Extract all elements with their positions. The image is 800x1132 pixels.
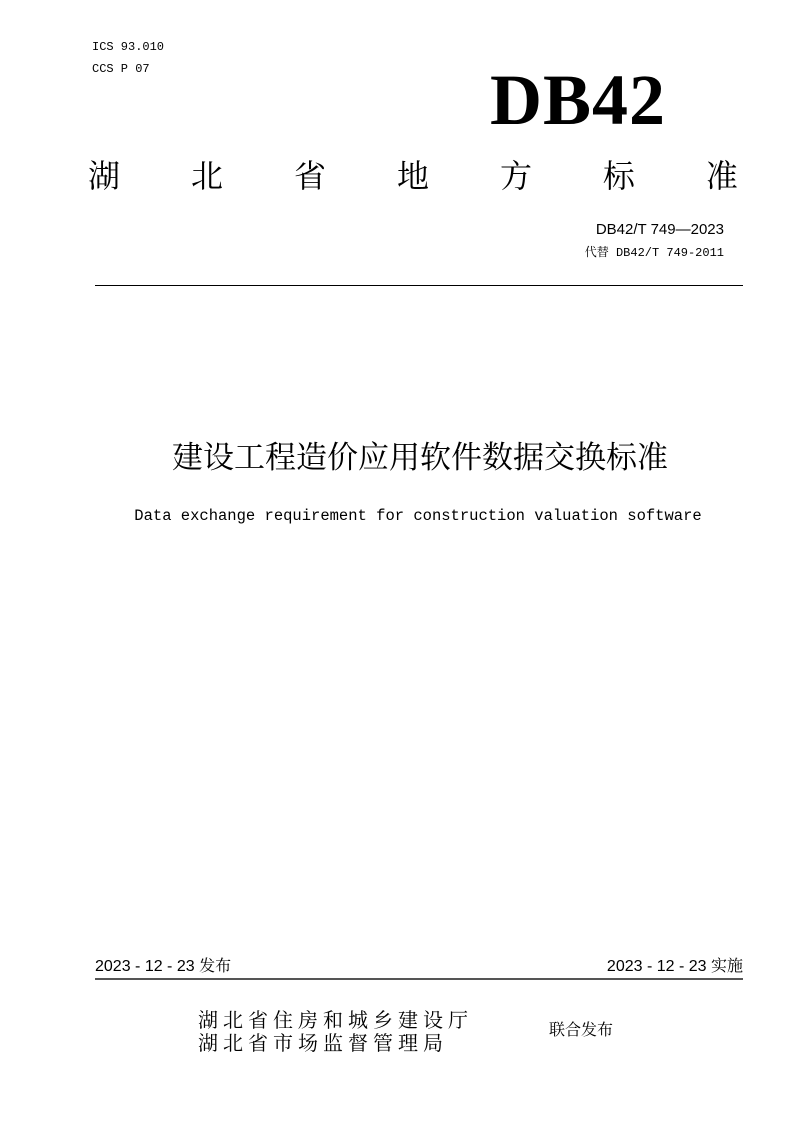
implement-date: 2023 - 12 - 23 实施: [606, 958, 743, 975]
ccs-code: CCS P 07: [92, 62, 150, 76]
joint-release-label: 联合发布: [549, 1020, 614, 1039]
heading-char: 湖: [88, 157, 121, 195]
publish-date: 2023 - 12 - 23 发布: [95, 958, 232, 975]
footer-divider: [95, 978, 743, 980]
issuing-authority: 湖北省市场监督管理局: [198, 1031, 448, 1055]
ics-code: ICS 93.010: [92, 40, 165, 54]
document-subtitle: Data exchange requirement for construction valuation software: [134, 507, 702, 525]
heading-char: 标: [602, 157, 635, 195]
heading-char: 方: [499, 157, 532, 195]
standard-code: DB42/T 749—2023: [595, 221, 724, 238]
heading-char: 地: [396, 157, 429, 195]
heading-char: 省: [293, 157, 326, 195]
replaces-code: 代替 DB42/T 749-2011: [584, 246, 724, 260]
standard-type-heading: [88, 156, 738, 196]
heading-char: 准: [705, 157, 738, 195]
header-divider: [95, 285, 743, 286]
issuing-authority: 湖北省住房和城乡建设厅: [198, 1008, 473, 1032]
heading-char: 北: [190, 157, 223, 195]
db42-logo: DB42: [490, 60, 667, 140]
document-title: 建设工程造价应用软件数据交换标准: [172, 440, 668, 476]
